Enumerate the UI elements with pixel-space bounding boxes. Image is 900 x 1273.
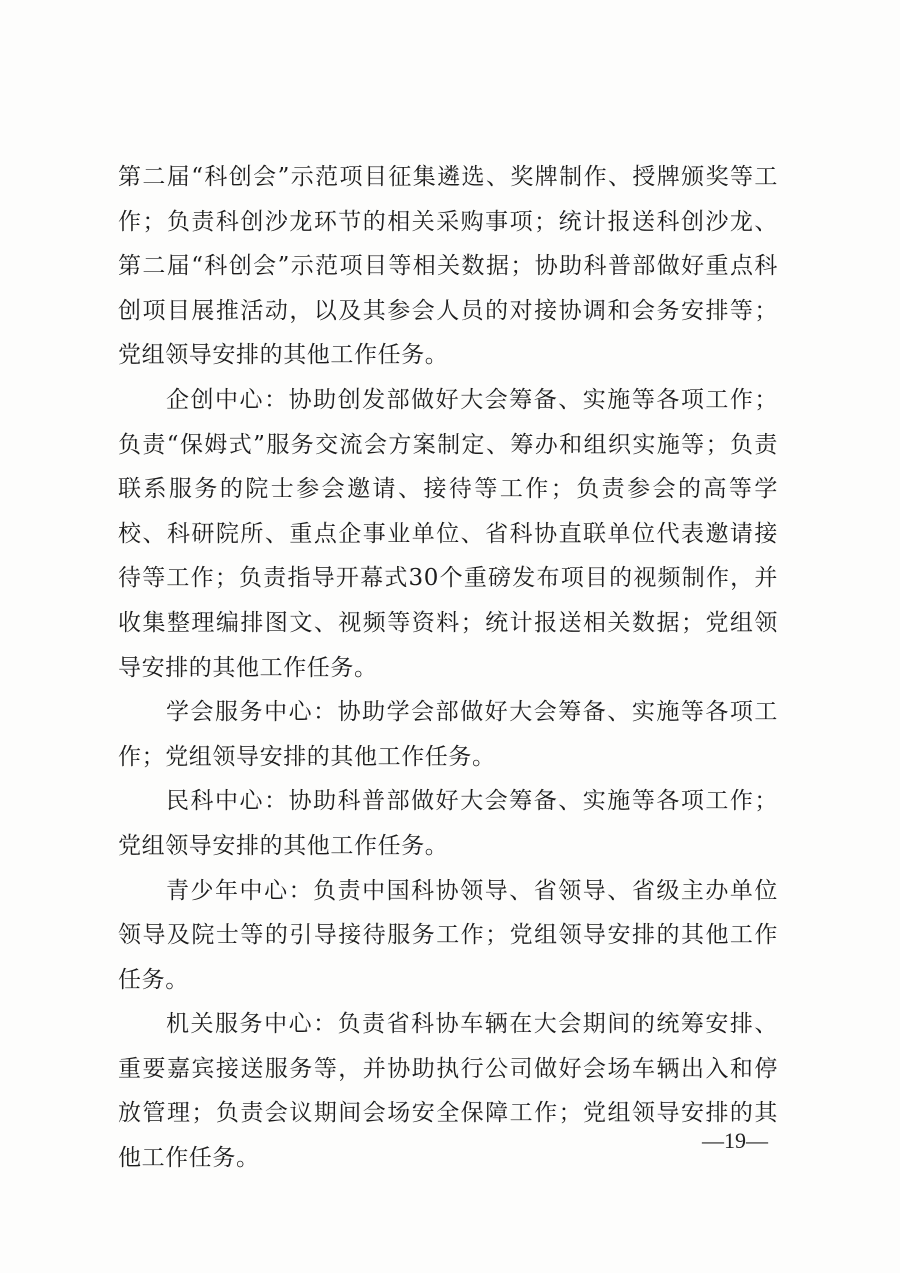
paragraph-enterprise-center: 企创中心：协助创发部做好大会筹备、实施等各项工作；负责“保姆式”服务交流会方案制定、筹办和组织实施等；负责联系服务的院士参会邀请、接待等工作；负责参会的高等学校、科研院所、重点企事业单位、省科协直联单位代表邀请接待等工作；负责指导开幕式30个重磅发布项目的视频制作，并收集整理编排图文、视频等资料；统计报送相关数据；党组领导安排的其他工作任务。 <box>118 386 778 681</box>
page-number: —19— <box>702 1128 768 1153</box>
document-body <box>118 155 778 1181</box>
paragraph-continuation: 第二届“科创会”示范项目征集遴选、奖牌制作、授牌颁奖等工作；负责科创沙龙环节的相关采购事项；统计报送科创沙龙、第二届“科创会”示范项目等相关数据；协助科普部做好重点科创项目展推活动，以及其参会人员的对接协调和会务安排等；党组领导安排的其他工作任务。 <box>118 164 778 369</box>
paragraph-society-service-center: 学会服务中心：协助学会部做好大会筹备、实施等各项工作；党组领导安排的其他工作任务。 <box>118 699 778 770</box>
paragraph-office-service-center: 机关服务中心：负责省科协车辆在大会期间的统筹安排、重要嘉宾接送服务等，并协助执行公司做好会场车辆出入和停放管理；负责会议期间会场安全保障工作；党组领导安排的其他工作任务。 <box>118 1011 778 1172</box>
paragraph-youth-center: 青少年中心：负责中国科协领导、省领导、省级主办单位领导及院士等的引导接待服务工作；党组领导安排的其他工作任务。 <box>118 877 778 993</box>
paragraph-civil-science-center: 民科中心：协助科普部做好大会筹备、实施等各项工作；党组领导安排的其他工作任务。 <box>118 788 778 859</box>
